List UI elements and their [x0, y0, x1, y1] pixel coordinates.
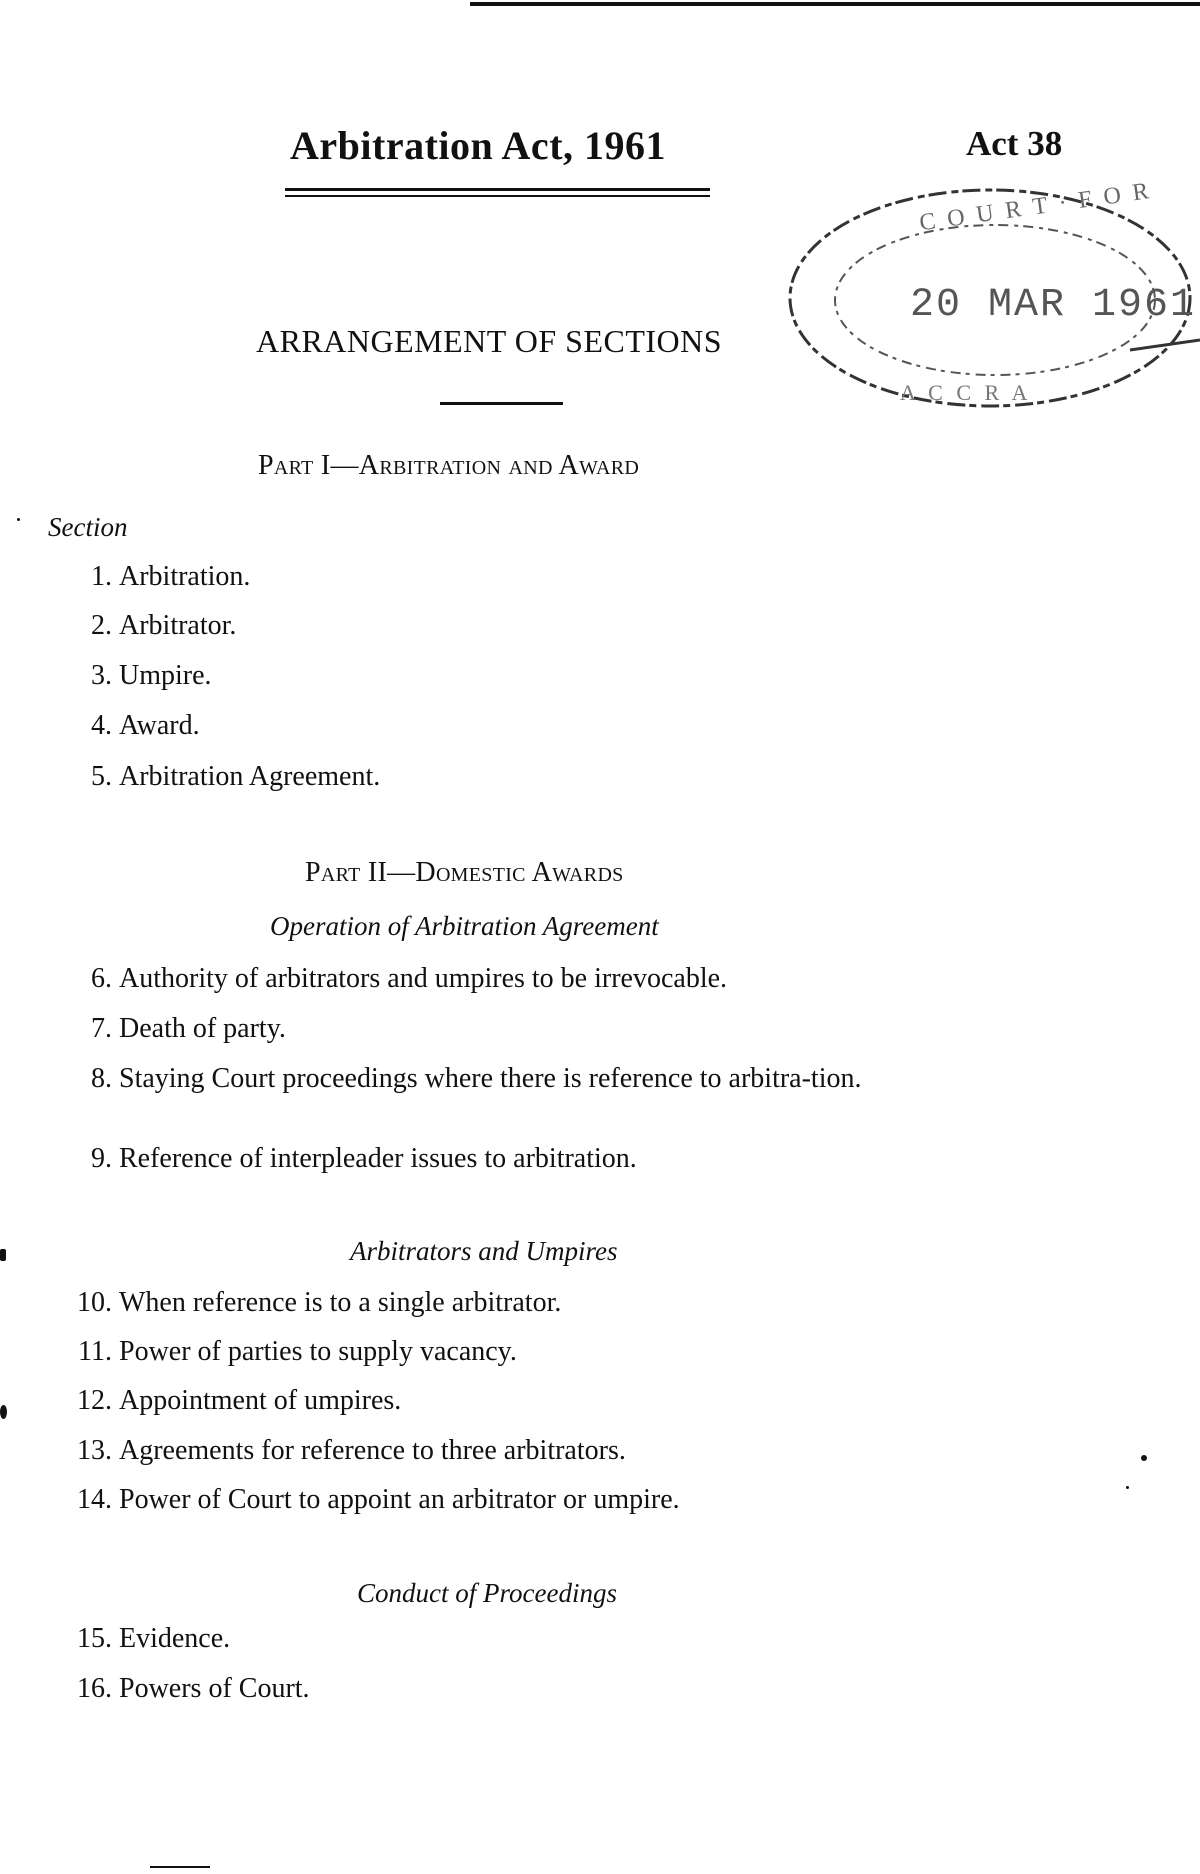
subheading-arbitrators: Arbitrators and Umpires	[350, 1236, 618, 1266]
section-title: Staying Court proceedings where there is reference to arbitra-tion.	[119, 1063, 862, 1094]
section-number: 11.	[78, 1336, 112, 1367]
list-item	[60, 1624, 230, 1654]
act-number: Act 38	[966, 124, 1063, 163]
list-item	[60, 1144, 637, 1174]
section-title: Award.	[119, 710, 200, 741]
scan-speck	[17, 518, 20, 521]
section-title: Powers of Court.	[119, 1673, 310, 1704]
subheading-operation: Operation of Arbitration Agreement	[270, 911, 659, 941]
section-title: Umpire.	[119, 660, 212, 691]
section-number: 8.	[91, 1063, 112, 1094]
title-underline	[285, 188, 710, 191]
list-item	[60, 1485, 680, 1515]
section-number: 4.	[91, 710, 112, 741]
section-title: Arbitrator.	[119, 610, 237, 641]
list-item	[60, 964, 727, 994]
section-number: 2.	[91, 610, 112, 641]
section-title: When reference is to a single arbitrator.	[119, 1287, 562, 1318]
section-title: Arbitration Agreement.	[119, 761, 381, 792]
section-number: 5.	[91, 761, 112, 792]
top-rule	[470, 2, 1200, 6]
svg-text:C O U R T · F O R: C O U R T · F O R	[917, 177, 1154, 237]
scan-speck	[0, 1405, 7, 1419]
section-title: Authority of arbitrators and umpires to be irrevocable.	[119, 963, 728, 994]
section-number: 15.	[77, 1623, 112, 1654]
svg-text:A C C R A: A C C R A	[900, 380, 1032, 405]
section-title: Power of Court to appoint an arbitrator or umpire.	[119, 1484, 680, 1515]
section-title: Agreements for reference to three arbitrators.	[119, 1435, 626, 1466]
scan-speck	[1141, 1455, 1147, 1461]
stamp-date: 20 MAR 1961	[910, 283, 1197, 328]
section-number: 1.	[91, 561, 112, 592]
section-number: 13.	[77, 1435, 112, 1466]
section-number: 12.	[77, 1385, 112, 1416]
section-number: 6.	[91, 963, 112, 994]
document-title: Arbitration Act, 1961	[290, 123, 667, 168]
part-two-heading: Part II—Domestic Awards	[305, 857, 624, 888]
list-item	[60, 611, 236, 641]
section-number: 16.	[77, 1673, 112, 1704]
subheading-conduct: Conduct of Proceedings	[357, 1578, 617, 1608]
section-title: Arbitration.	[119, 561, 251, 592]
section-number: 10.	[77, 1287, 112, 1318]
list-item	[60, 661, 212, 691]
list-item	[60, 1674, 310, 1704]
section-title: Evidence.	[119, 1623, 231, 1654]
list-item	[60, 1337, 517, 1367]
scan-mark	[150, 1866, 210, 1868]
section-title: Power of parties to supply vacancy.	[119, 1336, 517, 1367]
title-underline	[285, 195, 710, 197]
list-item	[60, 1288, 561, 1318]
section-label: Section	[48, 512, 128, 542]
list-item	[60, 1014, 286, 1044]
section-title: Death of party.	[119, 1013, 286, 1044]
section-number: 14.	[77, 1484, 112, 1515]
list-item	[60, 762, 380, 792]
list-item	[60, 1064, 959, 1094]
arrangement-heading: ARRANGEMENT OF SECTIONS	[256, 323, 723, 359]
list-item	[60, 1436, 626, 1466]
received-stamp	[780, 170, 1200, 440]
section-number: 3.	[91, 660, 112, 691]
list-item	[60, 1386, 401, 1416]
scan-speck	[0, 1249, 6, 1261]
heading-rule	[440, 402, 563, 405]
section-title: Reference of interpleader issues to arbitration.	[119, 1143, 637, 1174]
section-title: Appointment of umpires.	[119, 1385, 402, 1416]
list-item	[60, 711, 200, 741]
scan-speck	[1126, 1486, 1129, 1489]
list-item	[60, 562, 250, 592]
section-number: 7.	[91, 1013, 112, 1044]
part-one-heading: Part I—Arbitration and Award	[258, 450, 640, 481]
section-number: 9.	[91, 1143, 112, 1174]
